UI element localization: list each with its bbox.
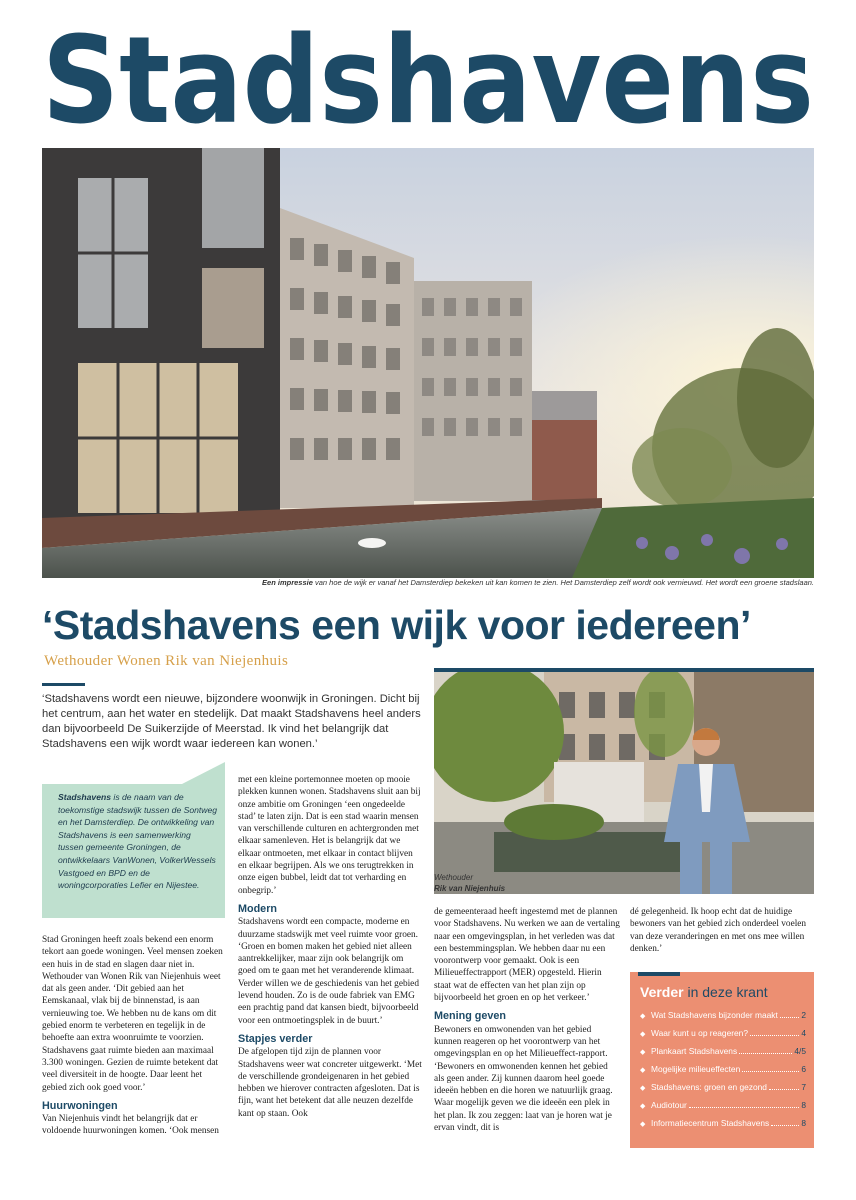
photo-caption [434,872,505,894]
section-heading-stapjes-verder: Stapjes verder [238,1032,313,1045]
toc-list [640,1010,806,1136]
body-paragraph: Stad Groningen heeft zoals bekend een enorm tekort aan goede woningen. Veel mensen zoeken een huis in de stad en slagen daar niet in. Wethouder van Wonen Rik van Niejenhuis weet dat als geen ander. ‘Dit gebied aan het Eemskanaal, vlak bij de binnenstad, is aan vernieuwing toe. We hebben nu de kans om dit gebied enorm te verbeteren en tegelijk in de behoefte aan extra woonruimte te voorzien. Stadshavens gaat ruimte bieden aan maximaal 3.300 woningen. Gezien de ruimte betekent dat veel diversiteit in de hoogte. Daar leent het gebied zich ook goed voor.’ [42,935,223,1093]
body-paragraph: de gemeenteraad heeft ingestemd met de plannen voor Stadshavens. Nu werken we aan de vertaling naar een omgevingsplan, in het verleden was dat een bestemmingsplan. We hebben daar nu een voorontwerp voor gemaakt. Ook is een Milieueffectrapport (MER) opgesteld. Hierin staat wat de effecten van het plan zijn op bijvoorbeeld het groen en op het verkeer.’ [434,907,620,1004]
arrow-right-icon: ◆ [640,1067,646,1074]
section-heading-modern: Modern [238,902,277,915]
masthead-logo [42,30,814,130]
toc-item[interactable]: ◆ Mogelijke milieueffecten 6 [640,1064,806,1074]
info-box [42,762,225,918]
toc-title: Verder in deze krant [640,984,768,1000]
arrow-right-icon: ◆ [640,1103,646,1110]
portrait-photo [434,672,814,894]
toc-item[interactable]: ◆ Waar kunt u op reageren? 4 [640,1028,806,1038]
column-2 [238,774,422,1120]
info-box-text: Stadshavens is de naam van de toekomstige stadswijk tussen de Sontweg en het Damsterdiep. De ontwikkeling van Stadshavens is een samenwerking tussen gemeente Groningen, de ontwikkelaars VanWonen, VolkerWessels Vastgoed en BPD en de woningcorporaties Lefier en Nijestee. [58,792,218,891]
masthead-title: Stadshavens [42,30,814,130]
arrow-right-icon: ◆ [640,1013,646,1020]
toc-item[interactable]: ◆ Stadshavens: groen en gezond 7 [640,1082,806,1092]
column-3 [434,906,620,1134]
section-heading-huurwoningen: Huurwoningen [42,1099,118,1112]
arrow-right-icon: ◆ [640,1049,646,1056]
column-4 [630,906,816,955]
arrow-right-icon: ◆ [640,1031,646,1038]
photo-caption-name: Rik van Niejenhuis [434,884,506,893]
toc-rule [638,972,680,976]
photo-caption-role: Wethouder [434,873,473,882]
toc-item[interactable]: ◆ Plankaart Stadshavens 4/5 [640,1046,806,1056]
body-paragraph: Van Niejenhuis vindt het belangrijk dat er voldoende huurwoningen komen. ‘Ook mensen [42,1114,219,1137]
body-paragraph: Stadshavens wordt een compacte, moderne en duurzame stadswijk met veel ruimte voor groen. ‘Groen en bomen maken het gebied niet alleen aantrekkelijker, maar zijn ook belangrijk om goed om te gaan met het veranderende klimaat. Verder willen we de geschiedenis van het gebied levend houden. Zo is de oude fabriek van EMG een prachtig pand dat kansen biedt, bijvoorbeeld voor een ontmoetingsplek in de buurt.’ [238,917,419,1026]
body-paragraph: De afgelopen tijd zijn de plannen voor Stadshavens weer wat concreter uitgewerkt. ‘Met de verschillende grondeigenaren in het gebied hebben we hierover contracten afgesloten. Dat is fijn, want het betekent dat alle neuzen dezelfde kant op staan. Ook [238,1047,422,1119]
body-paragraph: met een kleine portemonnee moeten op mooie plekken kunnen wonen. Stadshavens sluit aan bij onze ambitie om Groningen ‘een ongedeelde stad’ te laten zijn. Dat is een stad waarin mensen van verschillende culturen en achtergronden met elkaar samenleven. Het is belangrijk dat we elkaar ontmoeten, met elkaar in contact blijven en elkaar begrijpen. Als we ons terugtrekken in onze eigen bubbel, leidt dat tot verharding en onbegrip.’ [238,775,421,896]
hero-caption: Een impressie van hoe de wijk er vanaf het Damsterdiep bekeken uit kan komen te zien. Het Damsterdiep zelf wordt ook vernieuwd. Het wordt een groene stadslaan. [262,578,814,587]
arrow-right-icon: ◆ [640,1121,646,1128]
toc-item[interactable]: ◆ Wat Stadshavens bijzonder maakt 2 [640,1010,806,1020]
hero-image [42,148,814,578]
arrow-right-icon: ◆ [640,1085,646,1092]
body-paragraph: dé gelegenheid. Ik hoop echt dat de huidige bewoners van het gebied zich onderdeel voelen van deze veranderingen en met ons mee willen denken.’ [630,907,807,954]
section-heading-mening-geven: Mening geven [434,1010,506,1023]
article-intro: ‘Stadshavens wordt een nieuwe, bijzondere woonwijk in Groningen. Dicht bij het centrum, aan het water en stedelijk. Dat maakt Stadshavens heel anders dan bijvoorbeeld De Suikerzijde of Meerstad. Ik vind het belangrijk dat Stadshavens een wijk wordt waar iedereen kan wonen.’ [42,693,421,750]
article-subhead: Wethouder Wonen Rik van Niejenhuis [44,653,289,669]
toc-item[interactable]: ◆ Audiotour 8 [640,1100,806,1110]
toc-item[interactable]: ◆ Informatiecentrum Stadshavens 8 [640,1118,806,1128]
intro-rule [42,683,85,686]
toc-box [630,972,814,1148]
article-headline: ‘Stadshavens een wijk voor iedereen’ [42,602,751,648]
column-1 [42,934,228,1138]
body-paragraph: Bewoners en omwonenden van het gebied kunnen reageren op het voorontwerp van het omgevingsplan en op het Milieueffect-rapport. ‘Bewoners en omwonenden kennen het gebied als geen ander. Zij kunnen daarom heel goede ideeën hebben en die horen we natuurlijk graag. Waar mogelijk geven we die ideeën een plek in het plan. Ik zou zeggen: laat van je horen wat je ervan vindt, dit is [434,1024,613,1134]
